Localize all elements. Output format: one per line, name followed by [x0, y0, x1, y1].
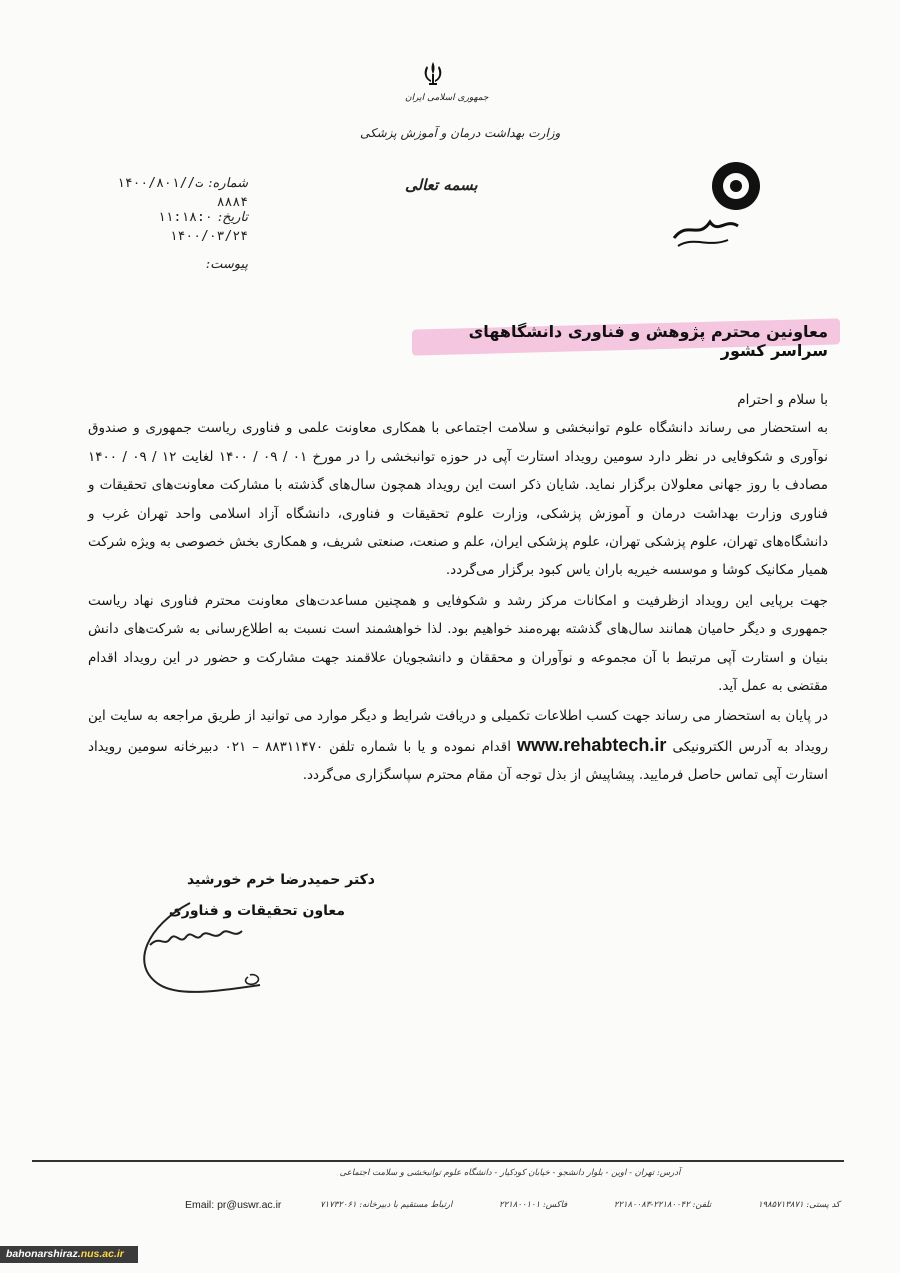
- greeting: با سلام و احترام: [737, 392, 828, 408]
- body-paragraph-1: به استحضار می رساند دانشگاه علوم توانبخشی و سلامت اجتماعی با همکاری معاونت علمی و فناوری ریاست جمهوری و صندوق نوآوری و شکوفایی در نظر دارد سومین رویداد استارت آپی در حوزه توانبخشی را در مورخ ۰۱ / ۰۹ / ۱۴۰۰ لغایت ۱۲ / ۰۹ / ۱۴۰۰ مصادف با روز جهانی معلولان برگزار نماید. شایان ذکر است این رویداد همچون سال‌های گذشته با مشارکت معاونت‌های تحقیقات و فناوری وزارت بهداشت درمان و آموزش پزشکی، وزارت علوم تحقیقات و فناوری، دانشگاه آزاد اسلامی واحد تهران غرب و دانشگاه‌های تهران، علوم پزشکی تهران، علوم پزشکی ایران، علم و صنعت، صنعتی شریف، و همکاری بخش خصوصی به ویژه شرکت همیار مکانیک کوشا و موسسه خیریه باران یاس کبود برگزار می‌گردد.: [88, 420, 829, 579]
- attachment-row: [88, 253, 248, 272]
- footer-email[interactable]: Email: pr@uswr.ac.ir: [185, 1199, 282, 1211]
- letter-body: [88, 386, 828, 790]
- iran-emblem-icon: [418, 58, 448, 88]
- site-watermark: [0, 1246, 138, 1263]
- watermark-suffix: nus.ac.ir: [80, 1248, 124, 1260]
- letter-date-row: [78, 206, 248, 244]
- body-paragraph-3: [88, 702, 828, 789]
- footer-phone: تلفن: ۲۲۱۸۰۰۴۲-۲۲۱۸۰۰۸۳: [613, 1200, 712, 1210]
- number-label: شماره:: [208, 176, 248, 191]
- body-paragraph-2: جهت برپایی این رویداد ازظرفیت و امکانات مرکز رشد و شکوفایی و همچنین مساعدت‌های معاونت محترم فناوری نهاد ریاست جمهوری و دیگر حامیان همانند سال‌های گذشته بهره‌مند خواهیم بود. لذا خواهشمند است نسبت به اطلاع‌رسانی به شرکت‌های دانش بنیان و استارت آپی مرتبط با آن مجموعه و نوآوران و محققان و دانشجویان علاقمند جهت مشارکت و حضور در این رویداد اقدام مقتضی به عمل آید.: [88, 592, 828, 695]
- number-value: ۱۴۰۰/۸۰۱/ت/۸۸۸۴: [116, 176, 248, 210]
- basmala: بسمه تعالی: [405, 176, 478, 194]
- ministry-title: وزارت بهداشت درمان و آموزش پزشکی: [360, 126, 561, 140]
- footer-postal-code: کد پستی: ۱۹۸۵۷۱۳۸۷۱: [757, 1200, 840, 1210]
- handwritten-signature: [130, 895, 300, 1000]
- attachment-label: پیوست:: [205, 257, 248, 272]
- footer-contacts: [320, 1200, 840, 1210]
- body-paragraph-3-end: اقدام نموده و یا با شماره تلفن ۸۸۳۱۱۴۷۰ – ۰۲۱ دبیرخانه سومین رویداد استارت آپی تماس حاصل فرمایید. پیشاپیش از بذل توجه آن مقام محترم سپاسگزاری می‌گردد.: [88, 738, 828, 784]
- footer-divider: [32, 1160, 844, 1162]
- footer-secretariat: ارتباط مستقیم با دبیرخانه: ۷۱۷۳۲۰۶۱: [320, 1200, 453, 1210]
- body-paragraph-3-start: در پایان به استحضار می رساند جهت کسب اطلاعات تکمیلی و دریافت شرایط و دیگر موارد می توانید از طریق مراجعه به سایت این رویداد به آدرس الکترونیکی: [88, 708, 828, 755]
- university-logo: [668, 160, 768, 250]
- footer-address: آدرس: تهران - اوین - بلوار دانشجو - خیابان کودکیار - دانشگاه علوم توانبخشی و سلامت اجتماعی: [339, 1168, 681, 1178]
- footer-fax: فاکس: ۲۲۱۸۰۰۱۰۱: [499, 1200, 568, 1210]
- signatory-title: معاون تحقیقات و فناوری: [168, 903, 345, 919]
- website-link[interactable]: www.rehabtech.ir: [517, 734, 667, 755]
- signatory-name: دکتر حمیدرضا خرم خورشید: [186, 872, 375, 888]
- date-value: ۱۱:۱۸:۰ ۱۴۰۰/۰۳/۲۴: [157, 210, 248, 244]
- recipient-line: معاونین محترم پژوهش و فناوری دانشگاههای سراسر کشور: [468, 322, 828, 360]
- letter-number-row: [88, 172, 248, 210]
- watermark-prefix: bahonarshiraz.: [6, 1248, 81, 1260]
- republic-title: جمهوری اسلامی ایران: [405, 93, 489, 103]
- date-label: تاریخ:: [217, 210, 248, 225]
